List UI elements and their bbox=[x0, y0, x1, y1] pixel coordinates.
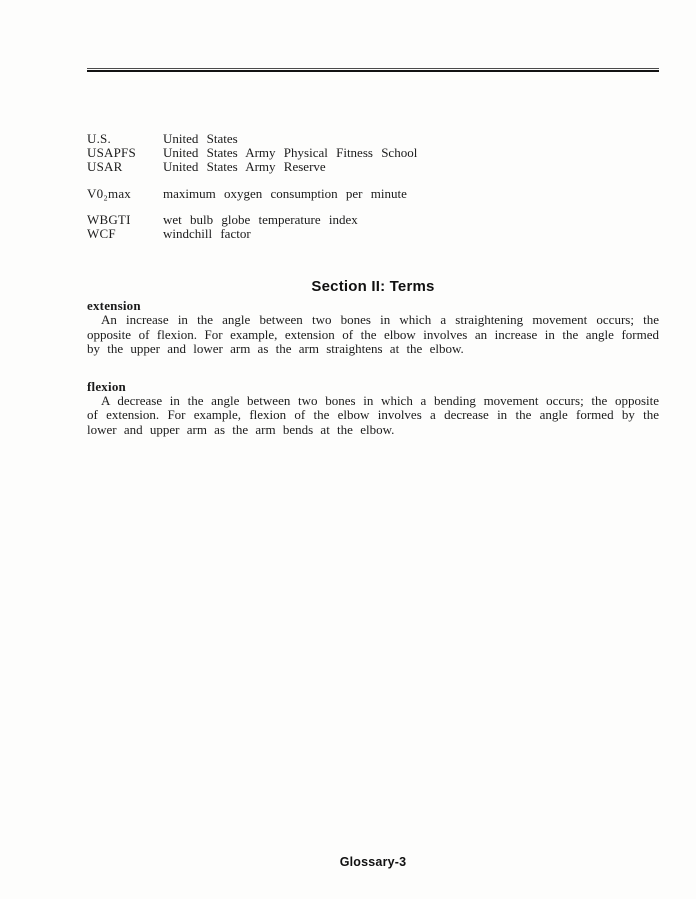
term-definition: A decrease in the angle between two bones in which a bending movement occurs; the opposite of extension. For example, flexion of the elbow involves a decrease in the angle formed by the lower and upper arm as the arm bends at the elbow. bbox=[87, 392, 659, 437]
abbreviation-definition: windchill factor bbox=[163, 226, 251, 242]
abbreviation-definition: maximum oxygen consumption per minute bbox=[163, 185, 407, 201]
abbreviation-row bbox=[87, 227, 659, 241]
abbreviation-term: USAR bbox=[87, 159, 123, 175]
term-entry bbox=[87, 380, 659, 438]
abbreviation-definition: wet bulb globe temperature index bbox=[163, 211, 358, 227]
abbreviation-group bbox=[87, 213, 659, 241]
page-number-footer: Glossary-3 bbox=[339, 855, 407, 869]
abbreviation-term: USAPFS bbox=[87, 145, 136, 161]
terms-list bbox=[87, 299, 659, 438]
abbreviation-definition: United States Army Reserve bbox=[163, 159, 326, 175]
term-entry bbox=[87, 299, 659, 357]
term-name: extension bbox=[87, 298, 141, 313]
abbreviation-term: WCF bbox=[87, 226, 116, 242]
abbreviation-term: U.S. bbox=[87, 131, 111, 146]
abbreviation-term: V0₂max bbox=[87, 185, 132, 201]
abbreviation-list bbox=[87, 132, 659, 241]
abbreviation-definition: United States bbox=[163, 131, 238, 146]
abbreviation-group bbox=[87, 187, 659, 201]
abbreviation-group bbox=[87, 132, 659, 175]
abbreviation-row bbox=[87, 132, 659, 146]
abbreviation-row bbox=[87, 160, 659, 174]
abbreviation-row bbox=[87, 146, 659, 160]
abbreviation-term: WBGTI bbox=[87, 211, 131, 227]
abbreviation-row bbox=[87, 187, 659, 201]
abbreviation-row bbox=[87, 213, 659, 227]
section-heading: Section II: Terms bbox=[311, 278, 435, 295]
header-rule bbox=[87, 68, 659, 72]
term-name: flexion bbox=[87, 378, 126, 394]
term-definition: An increase in the angle between two bones in which a straightening movement occurs; the opposite of flexion. For example, extension of the elbow involves an increase in the angle formed by the upper and lower arm as the arm straightens at the elbow. bbox=[87, 312, 659, 357]
abbreviation-definition: United States Army Physical Fitness School bbox=[163, 145, 418, 161]
